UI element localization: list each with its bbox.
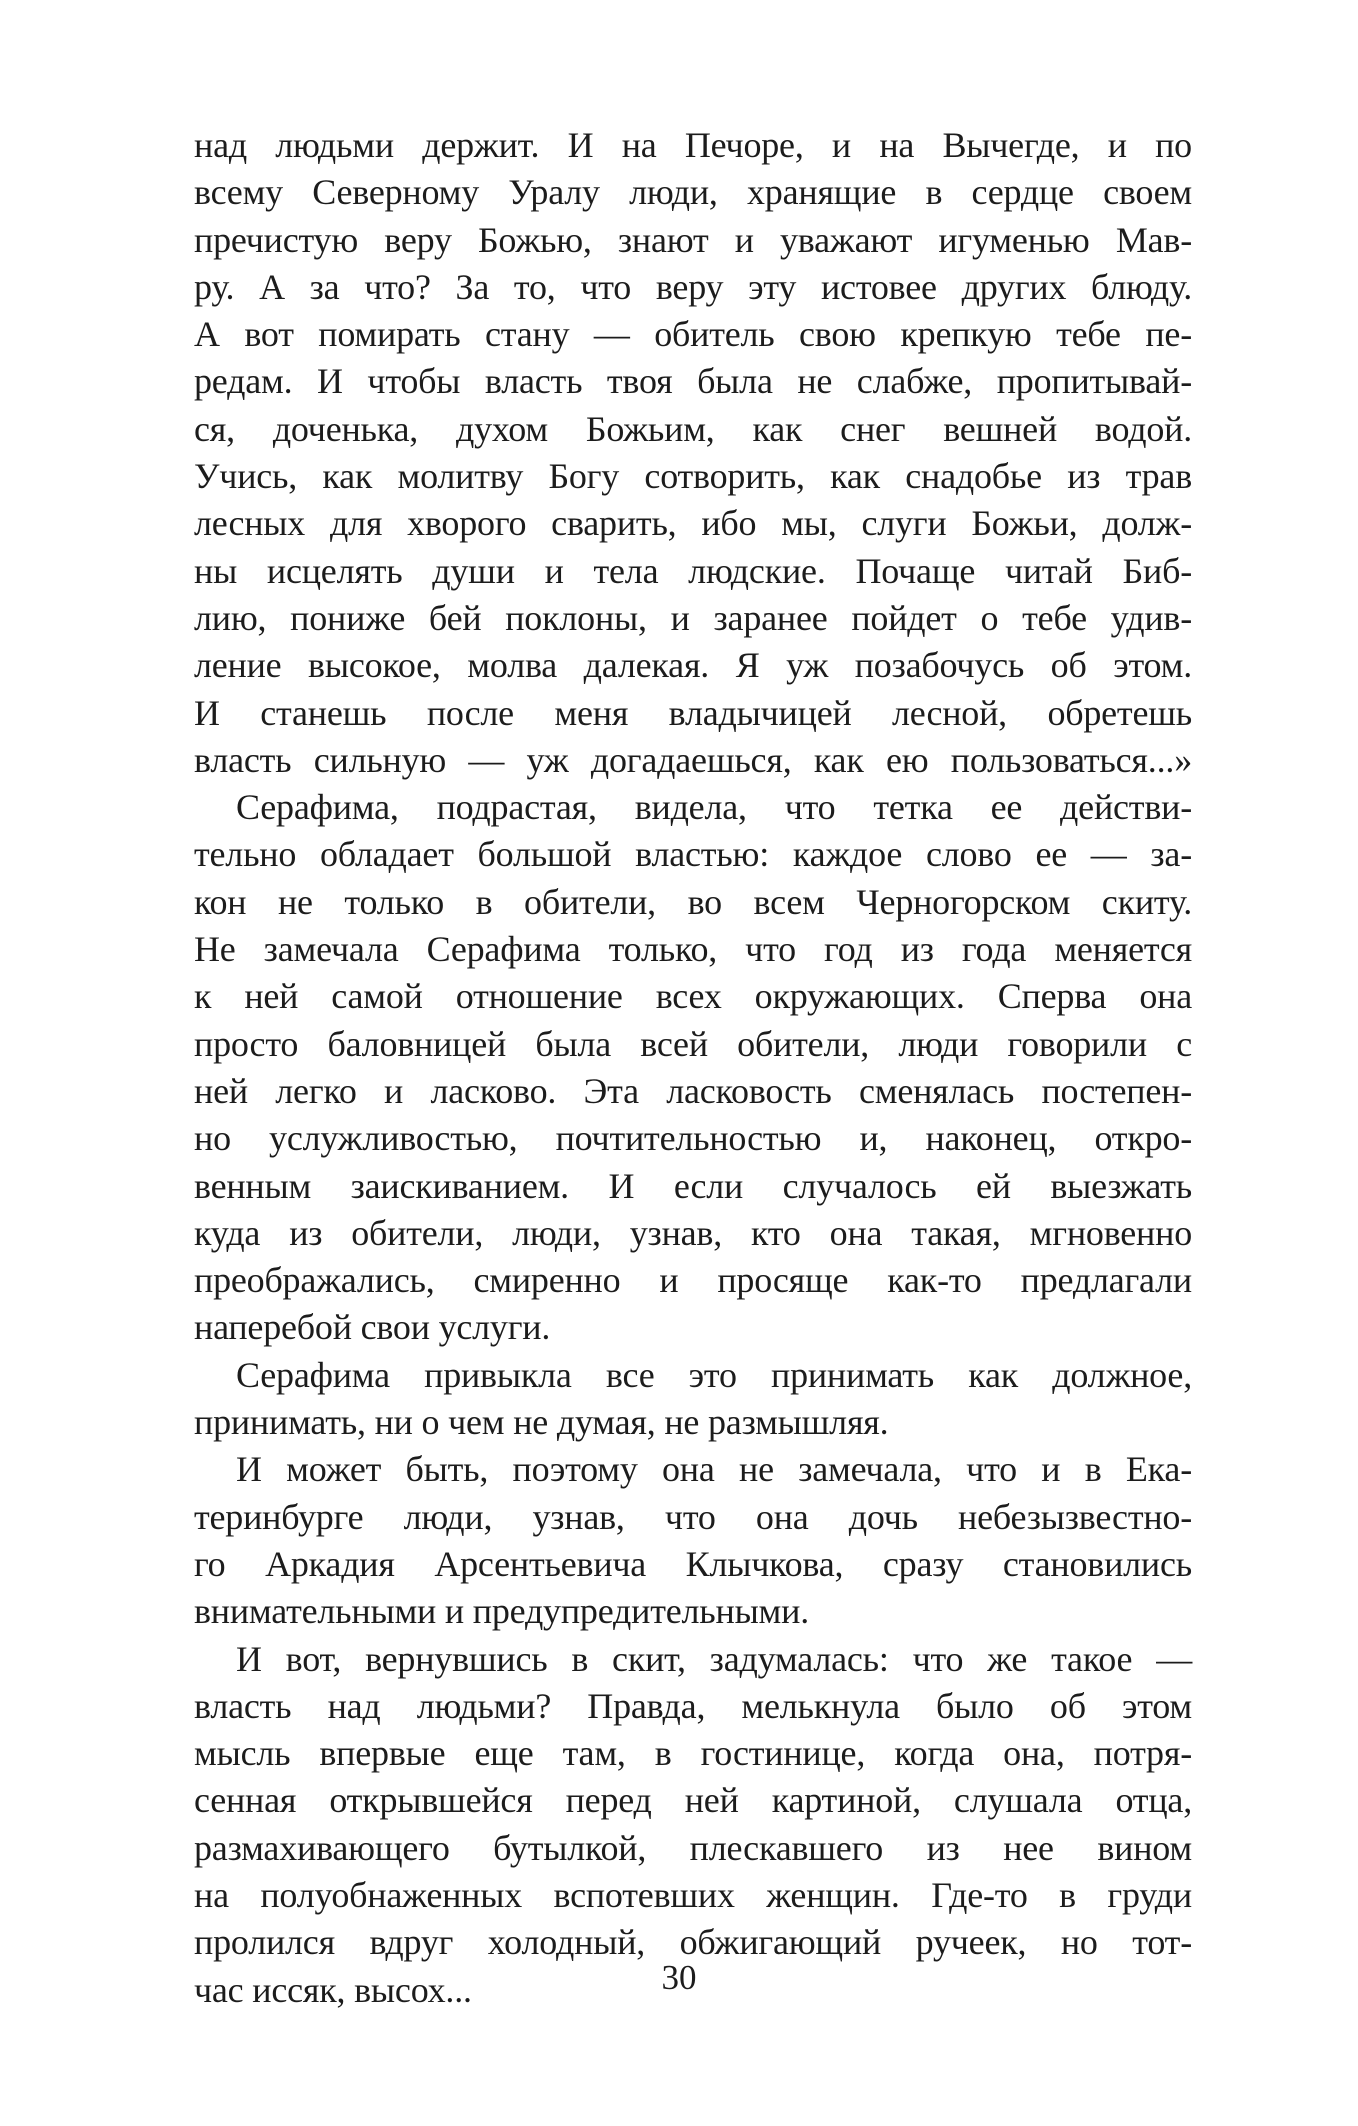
text-line: на полуобнаженных вспотевших женщин. Где-то в груди: [194, 1874, 1192, 1915]
text-line: просто баловницей была всей обители, люди говорили с: [194, 1023, 1192, 1064]
text-line: Серафима привыкла все это принимать как должное,: [236, 1354, 1192, 1395]
text-line: ны исцелять души и тела людские. Почаще читай Биб-: [194, 550, 1192, 591]
text-line: куда из обители, люди, узнав, кто она такая, мгновенно: [194, 1212, 1192, 1253]
text-line: власть над людьми? Правда, мелькнула было об этом: [194, 1685, 1192, 1726]
text-line: ся, доченька, духом Божьим, как снег вешней водой.: [194, 408, 1192, 449]
text-line: А вот помирать стану — обитель свою крепкую тебе пе-: [194, 314, 1192, 355]
text-line: размахивающего бутылкой, плескавшего из нее вином: [194, 1827, 1192, 1868]
text-line: Серафима, подрастая, видела, что тетка ее действи-: [236, 787, 1192, 828]
text-line: к ней самой отношение всех окружающих. Сперва она: [194, 976, 1192, 1017]
text-line: внимательными и предупредительными.: [194, 1591, 810, 1632]
page-text-block: [194, 122, 1192, 2014]
text-line: теринбурге люди, узнав, что она дочь небезызвестно-: [194, 1496, 1192, 1537]
text-line: наперебой свои услуги.: [194, 1307, 551, 1348]
text-line: ление высокое, молва далекая. Я уж позабочусь об этом.: [194, 645, 1192, 686]
text-line: венным заискиванием. И если случалось ей выезжать: [194, 1165, 1192, 1206]
paragraph-4: [194, 1446, 1192, 1635]
text-line: Учись, как молитву Богу сотворить, как снадобье из трав: [194, 456, 1192, 497]
text-line: ру. А за что? За то, что веру эту истовее других блюду.: [194, 266, 1192, 307]
text-line: лию, пониже бей поклоны, и заранее пойдет о тебе удив-: [194, 597, 1192, 638]
page-number: 30: [661, 1958, 697, 1997]
text-line: пролился вдруг холодный, обжигающий ручеек, но тот-: [194, 1922, 1192, 1963]
text-line: редам. И чтобы власть твоя была не слабже, пропитывай-: [194, 361, 1192, 402]
text-line: мысль впервые еще там, в гостинице, когда она, потря-: [194, 1733, 1192, 1774]
text-line: всему Северному Уралу люди, хранящие в сердце своем: [194, 172, 1192, 213]
text-line: И станешь после меня владычицей лесной, обретешь: [194, 692, 1192, 733]
text-line: го Аркадия Арсентьевича Клычкова, сразу становились: [194, 1543, 1192, 1584]
paragraph-3: [194, 1352, 1192, 1447]
text-line: И может быть, поэтому она не замечала, что и в Ека-: [236, 1449, 1192, 1490]
text-line: И вот, вернувшись в скит, задумалась: что же такое —: [236, 1638, 1192, 1679]
text-line: преображались, смиренно и просяще как-то предлагали: [194, 1260, 1192, 1301]
text-line: Не замечала Серафима только, что год из года меняется: [194, 929, 1192, 970]
text-line: тельно обладает большой властью: каждое слово ее — за-: [194, 834, 1192, 875]
text-line: пречистую веру Божью, знают и уважают игуменью Мав-: [194, 219, 1192, 260]
text-line: власть сильную — уж догадаешься, как ею пользоваться...»: [194, 739, 1192, 780]
paragraph-2: [194, 784, 1192, 1352]
text-line: час иссяк, высох...: [194, 1969, 472, 2010]
text-line: ней легко и ласково. Эта ласковость сменялась постепен-: [194, 1070, 1192, 1111]
text-line: лесных для хворого сварить, ибо мы, слуги Божьи, долж-: [194, 503, 1192, 544]
text-line: но услужливостью, почтительностью и, наконец, откро-: [194, 1118, 1192, 1159]
text-line: кон не только в обители, во всем Черногорском скиту.: [194, 881, 1192, 922]
text-line: принимать, ни о чем не думая, не размышляя.: [194, 1402, 889, 1443]
paragraph-1: [194, 122, 1192, 784]
text-line: над людьми держит. И на Печоре, и на Вычегде, и по: [194, 125, 1192, 165]
text-line: сенная открывшейся перед ней картиной, слушала отца,: [194, 1780, 1192, 1821]
